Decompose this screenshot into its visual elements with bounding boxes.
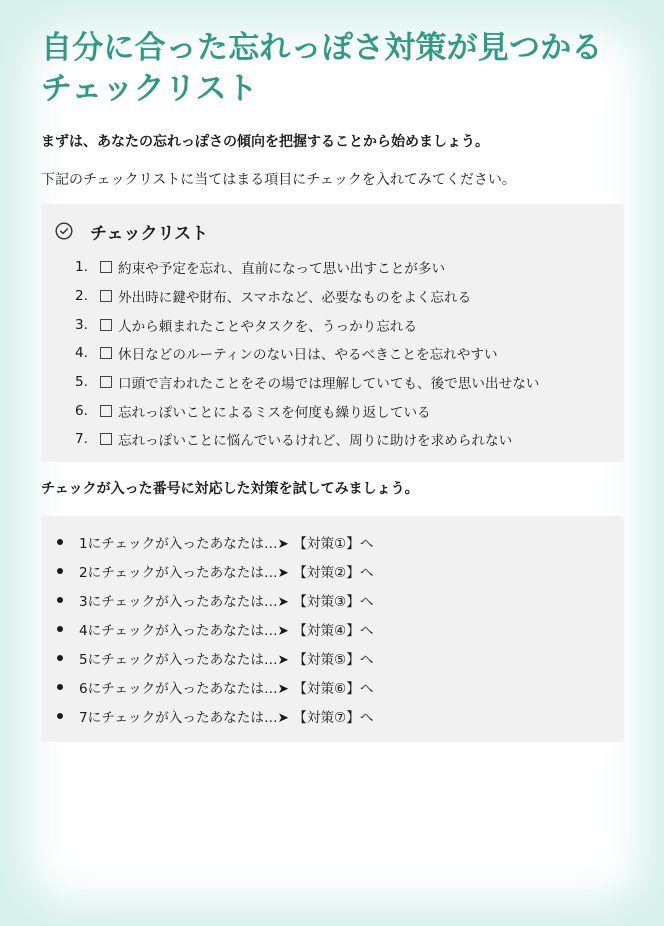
checkbox-icon[interactable] — [100, 290, 112, 302]
article — [41, 28, 624, 742]
page-title: 自分に合った忘れっぽさ対策が見つかるチェックリスト — [41, 30, 603, 107]
checkbox-icon[interactable] — [100, 405, 112, 417]
checkbox-icon[interactable] — [100, 347, 112, 359]
item-number: 7. — [75, 431, 88, 448]
plan-item — [41, 673, 624, 702]
plan-heading: チェックが入った番号に対応した対策を試してみましょう。 — [41, 480, 419, 497]
plan-item-text: 2にチェックが入ったあなたは…➤ 【対策②】へ — [79, 565, 374, 582]
bullet-icon — [57, 684, 63, 690]
checklist-item — [41, 425, 624, 454]
plan-item-text: 7にチェックが入ったあなたは…➤ 【対策⑦】へ — [79, 710, 374, 727]
plan-item — [41, 557, 624, 586]
item-number: 2. — [75, 288, 88, 305]
plan-item — [41, 586, 624, 615]
plan-item — [41, 528, 624, 557]
bullet-icon — [57, 655, 63, 661]
checkbox-icon[interactable] — [100, 433, 112, 445]
checkbox-icon[interactable] — [100, 319, 112, 331]
item-text: 忘れっぽいことによるミスを何度も繰り返している — [118, 404, 431, 421]
item-text: 忘れっぽいことに悩んでいるけれど、周りに助けを求められない — [118, 433, 513, 450]
instruction-text: 下記のチェックリストに当てはまる項目にチェックを入れてみてください。 — [41, 172, 516, 188]
bullet-icon — [57, 568, 63, 574]
bullet-icon — [57, 539, 63, 545]
item-text: 休日などのルーティンのない日は、やるべきことを忘れやすい — [118, 347, 498, 364]
plan-item-text: 3にチェックが入ったあなたは…➤ 【対策③】へ — [79, 594, 374, 611]
item-number: 5. — [75, 374, 88, 391]
checkbox-icon[interactable] — [100, 376, 112, 388]
plan-item-text: 1にチェックが入ったあなたは…➤ 【対策①】へ — [79, 536, 374, 553]
item-text: 約束や予定を忘れ、直前になって思い出すことが多い — [118, 261, 446, 278]
plan-items — [41, 528, 624, 731]
checklist-title: チェックリスト — [90, 223, 209, 244]
checklist-items — [41, 253, 624, 454]
checklist-item — [41, 368, 624, 397]
plan-item-text: 6にチェックが入ったあなたは…➤ 【対策⑥】へ — [79, 681, 374, 698]
item-number: 1. — [75, 259, 88, 276]
bullet-icon — [57, 713, 63, 719]
checklist-item — [41, 339, 624, 368]
plan-item — [41, 644, 624, 673]
checklist-item — [41, 396, 624, 425]
plan-item — [41, 615, 624, 644]
checklist-item — [41, 310, 624, 339]
plan-item — [41, 702, 624, 731]
item-number: 4. — [75, 345, 88, 362]
plan-item-text: 5にチェックが入ったあなたは…➤ 【対策⑤】へ — [79, 652, 374, 669]
check-circle-icon — [55, 222, 73, 240]
checklist-header — [41, 218, 624, 244]
plan-item-text: 4にチェックが入ったあなたは…➤ 【対策④】へ — [79, 623, 374, 640]
lead-text: まずは、あなたの忘れっぽさの傾向を把握することから始めましょう。 — [41, 134, 489, 150]
checkbox-icon[interactable] — [100, 261, 112, 273]
item-number: 6. — [75, 402, 88, 419]
item-text: 人から頼まれたことやタスクを、うっかり忘れる — [118, 318, 418, 335]
checklist-item — [41, 282, 624, 311]
bullet-icon — [57, 626, 63, 632]
checklist-item — [41, 253, 624, 282]
bullet-icon — [57, 597, 63, 603]
checklist-box — [41, 204, 624, 462]
plan-box — [41, 516, 624, 742]
item-number: 3. — [75, 316, 88, 333]
item-text: 外出時に鍵や財布、スマホなど、必要なものをよく忘れる — [118, 290, 472, 307]
item-text: 口頭で言われたことをその場では理解していても、後で思い出せない — [118, 376, 540, 393]
